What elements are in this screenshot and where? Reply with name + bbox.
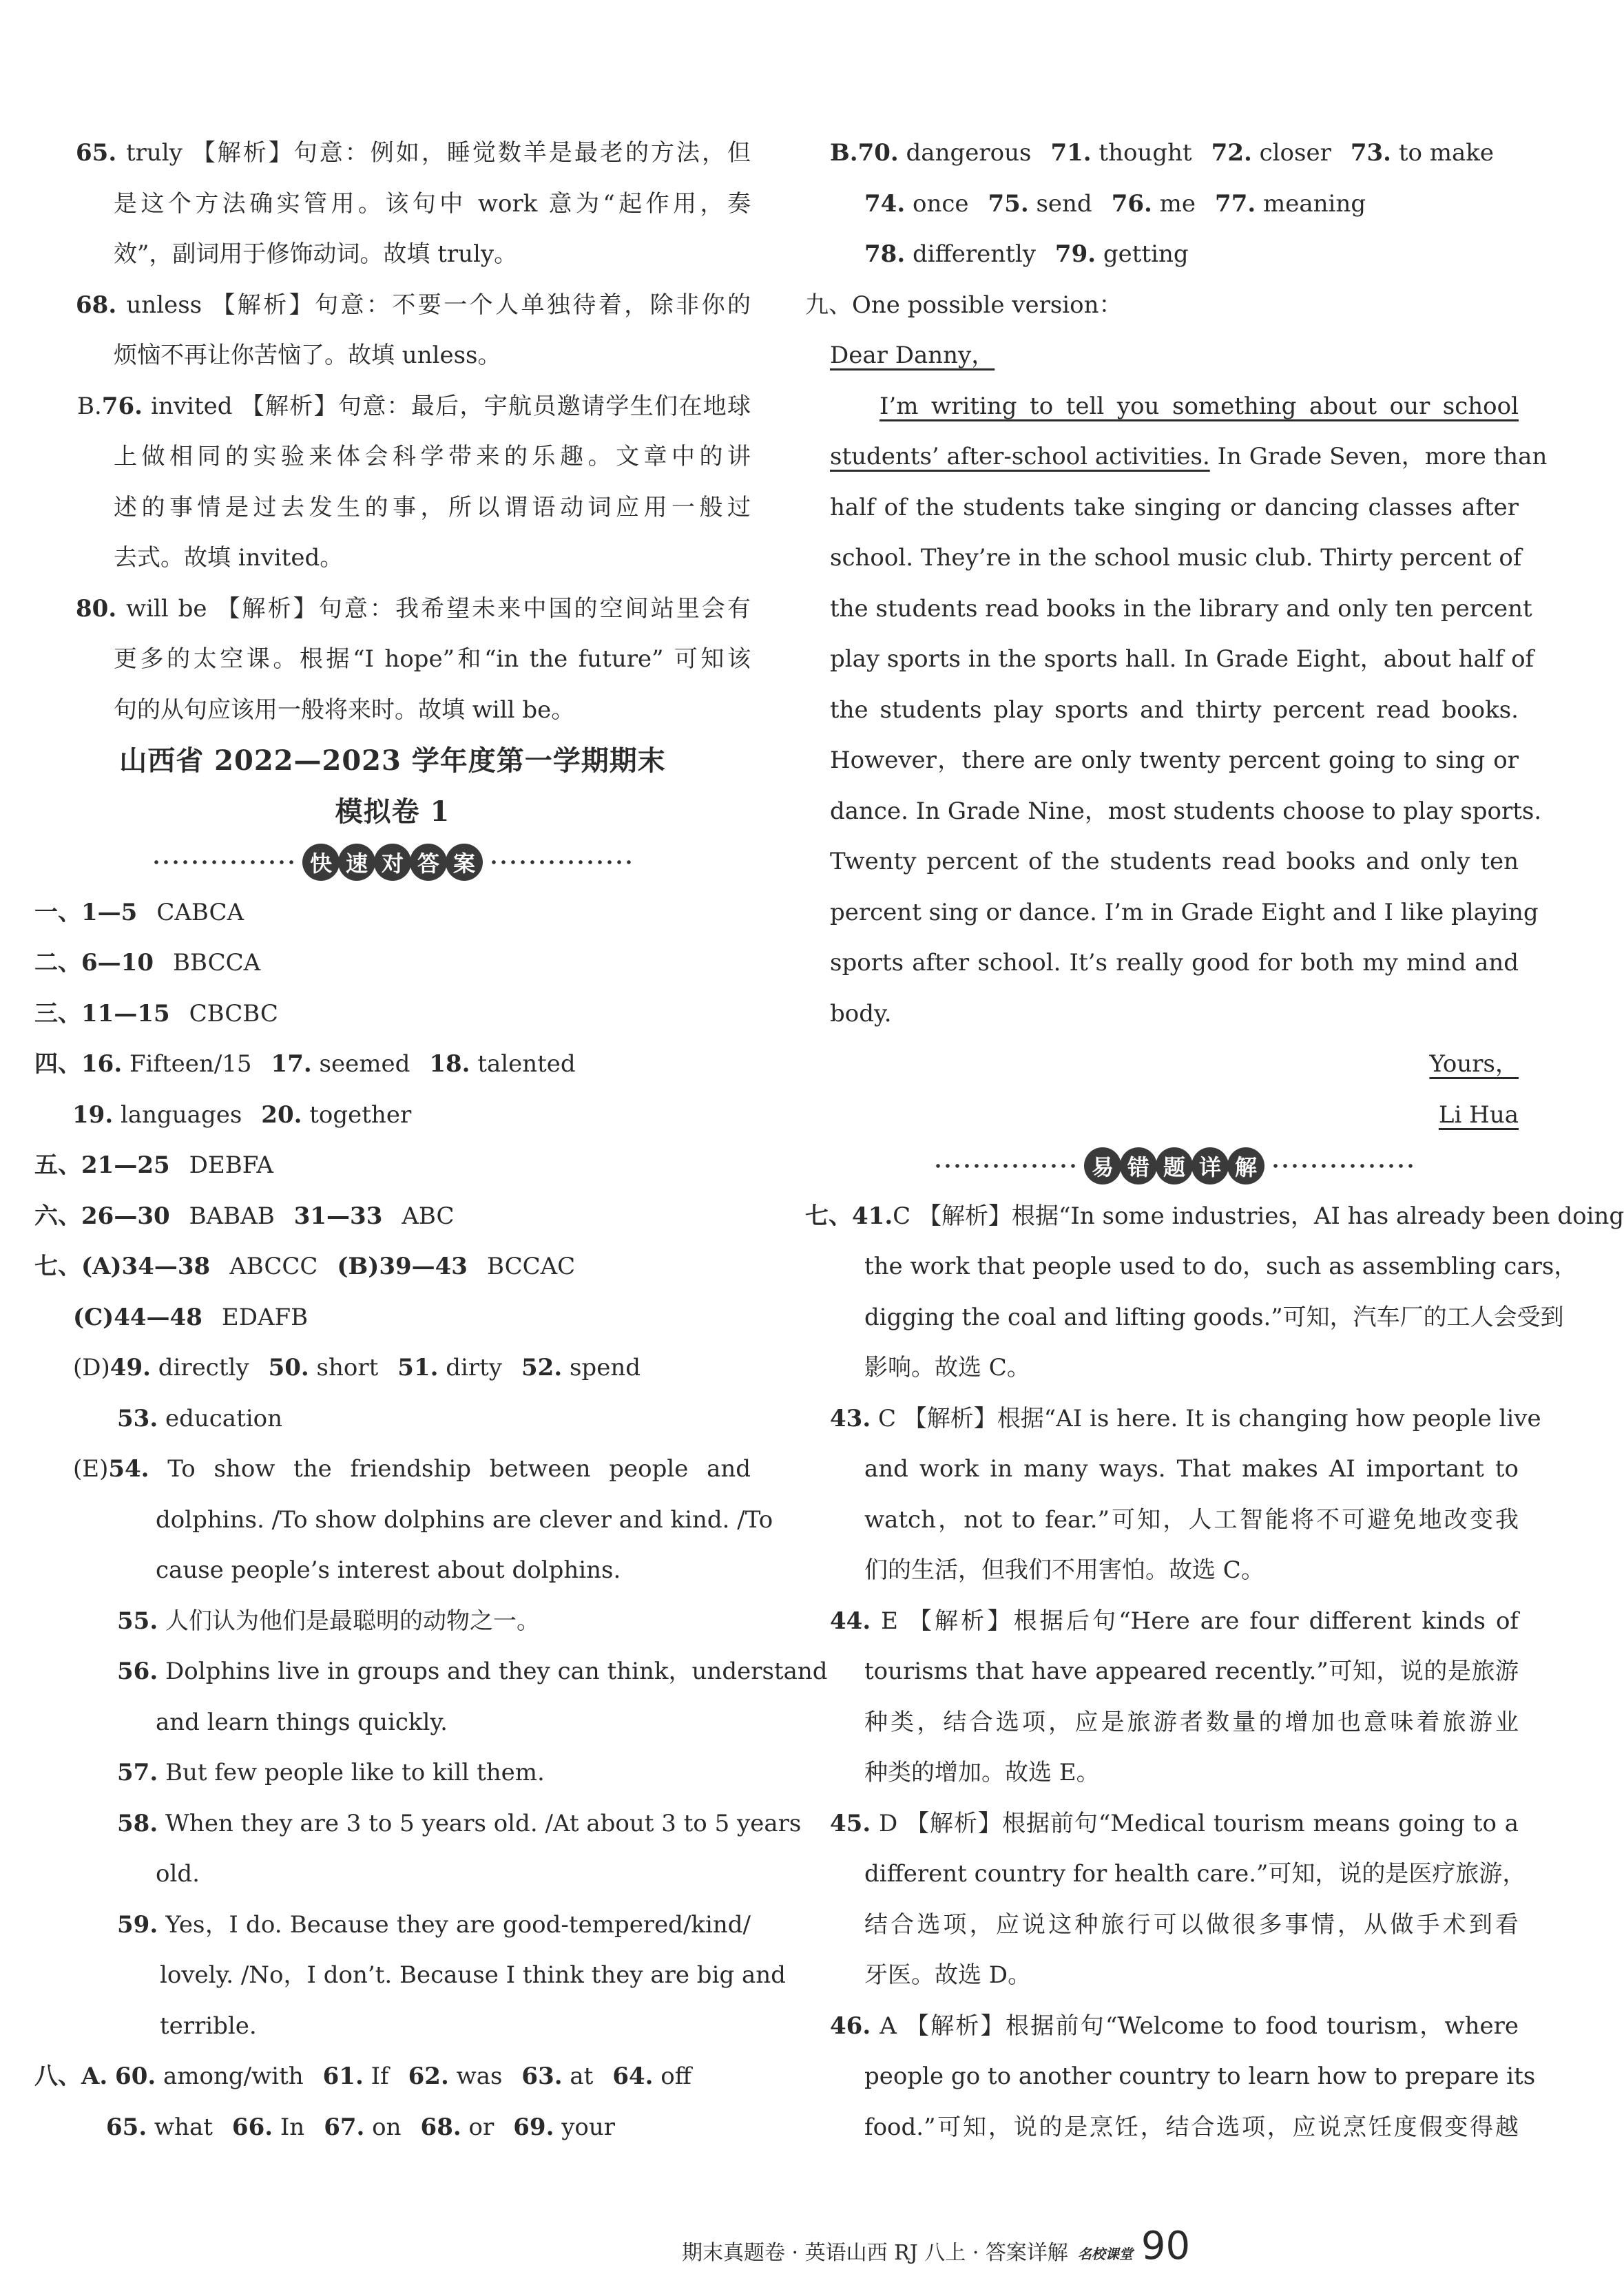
essay-line-8: However，there are only twenty percent going to sing or: [830, 747, 1519, 774]
answer-58-line2: old.: [156, 1860, 200, 1888]
banner-dots-right: [489, 860, 634, 864]
banner-dots-left: [933, 1164, 1078, 1168]
banner-char: 易: [1084, 1147, 1121, 1184]
answer-59-line3: terrible.: [160, 2012, 257, 2040]
answer-section-3: 三、11—15 CBCBC: [34, 999, 278, 1027]
banner-char: 错: [1120, 1147, 1157, 1184]
answer-65-line2: 是这个方法确实管用。该句中 work 意为“起作用，奏: [114, 189, 751, 218]
detail-43-line4: 们的生活，但我们不用害怕。故选 C。: [864, 1556, 1264, 1584]
detail-44-line4: 种类的增加。故选 E。: [864, 1759, 1100, 1786]
detail-41-line1: 七、41.C 【解析】根据“In some industries，AI has already been doing: [805, 1202, 1624, 1230]
answer-68-line2: 烦恼不再让你苦恼了。故填 unless。: [114, 342, 501, 369]
essay-line-4: school. They’re in the school music club. Thirty percent of: [830, 544, 1522, 572]
detail-41-line3: digging the coal and lifting goods.”可知，汽车厂的工人会受到: [864, 1303, 1564, 1331]
essay-line-9: dance. In Grade Nine，most students choose to play sports.: [830, 797, 1542, 825]
answer-80-line1: 80. will be 【解析】句意：我希望未来中国的空间站里会有: [76, 594, 751, 623]
banner-char: 对: [374, 844, 411, 881]
publisher-logo: 名校课堂: [1077, 2246, 1133, 2262]
answer-54-line2: dolphins. /To show dolphins are clever and kind. /To: [156, 1505, 773, 1534]
left-column: [34, 128, 828, 2153]
essay-line-12: sports after school. It’s really good for both my mind and: [830, 949, 1519, 977]
banner-char: 详: [1191, 1147, 1229, 1184]
answer-section-8-line1: 八、A. 60. among/with 61. If 62. was 63. at 64. off: [34, 2063, 691, 2090]
banner-dots-left: [152, 860, 296, 864]
answer-b76-line4: 去式。故填 invited。: [114, 544, 344, 572]
answer-section-7-c: (C)44—48 EDAFB: [73, 1303, 309, 1331]
section-title-line2: 模拟卷 1: [335, 795, 450, 828]
detail-45-line4: 牙医。故选 D。: [864, 1961, 1032, 1989]
banner-char: 题: [1156, 1147, 1193, 1184]
answer-80-line2: 更多的太空课。根据“I hope”和“in the future” 可知该: [114, 645, 751, 673]
answer-59-line2: lovely. /No，I don’t. Because I think they are big and: [160, 1961, 786, 1989]
essay-line-13: body.: [830, 999, 892, 1027]
essay-signature: Li Hua: [1438, 1100, 1519, 1129]
answer-section-2: 二、6—10 BBCCA: [34, 949, 261, 977]
answer-section-8b-line3: 78. differently 79. getting: [864, 240, 1189, 268]
detail-46-line2: people go to another country to learn how to prepare its: [864, 2063, 1536, 2090]
answer-section-8b-line2: 74. once 75. send 76. me 77. meaning: [864, 189, 1366, 218]
answer-55: 55. 人们认为他们是最聪明的动物之一。: [117, 1607, 540, 1635]
detail-43-line2: and work in many ways. That makes AI important to: [864, 1455, 1519, 1483]
detail-41-line4: 影响。故选 C。: [864, 1354, 1030, 1381]
answer-section-4-line1: 四、16. Fifteen/15 17. seemed 18. talented: [34, 1050, 576, 1078]
answer-56-line2: and learn things quickly.: [156, 1708, 448, 1736]
answer-section-8-line2: 65. what 66. In 67. on 68. or 69. your: [106, 2113, 616, 2141]
answer-54-line3: cause people’s interest about dolphins.: [156, 1556, 621, 1584]
essay-line-5: the students read books in the library and only ten percent: [830, 594, 1532, 623]
answer-57: 57. But few people like to kill them.: [117, 1759, 545, 1786]
answer-80-line3: 句的从句应该用一般将来时。故填 will be。: [114, 696, 575, 724]
error-analysis-banner: [830, 1140, 1519, 1191]
essay-line-7: the students play sports and thirty percent read books.: [830, 696, 1519, 724]
essay-line-6: play sports in the sports hall. In Grade Eight，about half of: [830, 645, 1534, 673]
answer-65-line1: 65. truly 【解析】句意：例如，睡觉数羊是最老的方法，但: [76, 139, 751, 167]
essay-salutation: Dear Danny，: [830, 342, 995, 369]
banner-pill: [303, 844, 482, 881]
answer-59-line1: 59. Yes，I do. Because they are good-tempered/kind/: [117, 1910, 751, 1939]
answer-section-6: 六、26—30 BABAB 31—33 ABC: [34, 1202, 455, 1230]
essay-line-10: Twenty percent of the students read books and only ten: [830, 848, 1519, 875]
answer-56-line1: 56. Dolphins live in groups and they can think，understand: [117, 1658, 828, 1685]
answer-section-7-d-line1: (D)49. directly 50. short 51. dirty 52. spend: [73, 1354, 641, 1381]
essay-line-1: I’m writing to tell you something about our school: [879, 392, 1519, 420]
detail-44-line2: tourisms that have appeared recently.”可知，说的是旅游: [864, 1658, 1519, 1685]
answer-b76-line1: B.76. invited 【解析】句意：最后，宇航员邀请学生们在地球: [77, 392, 751, 420]
detail-41-line2: the work that people used to do，such as assembling cars，: [864, 1253, 1578, 1280]
section-title-line1: 山西省 2022—2023 学年度第一学期期末: [119, 744, 666, 777]
detail-46-line3: food.”可知，说的是烹饪，结合选项，应说烹饪度假变得越: [864, 2113, 1519, 2141]
answer-section-1: 一、1—5 CABCA: [34, 898, 244, 926]
answer-section-7-d-line2: 53. education: [117, 1404, 282, 1432]
answer-68-line1: 68. unless 【解析】句意：不要一个人单独待着，除非你的: [76, 291, 751, 319]
essay-line-11: percent sing or dance. I’m in Grade Eight and I like playing: [830, 898, 1539, 926]
banner-char: 答: [410, 844, 447, 881]
essay-closing: Yours，: [1429, 1050, 1519, 1078]
answer-section-5: 五、21—25 DEBFA: [34, 1151, 273, 1179]
detail-45-line2: different country for health care.”可知，说的是医疗旅游，: [864, 1860, 1526, 1888]
banner-pill: [1085, 1147, 1264, 1184]
banner-dots-right: [1271, 1164, 1415, 1168]
detail-45-line1: 45. D 【解析】根据前句“Medical tourism means going to a: [830, 1809, 1519, 1837]
answer-b76-line3: 述的事情是过去发生的事，所以谓语动词应用一般过: [114, 493, 751, 521]
page-footer: [682, 2224, 1190, 2266]
right-column: [805, 128, 1624, 2153]
answer-section-8b-line1: B.70. dangerous 71. thought 72. closer 73. to make: [830, 139, 1495, 167]
footer-text: 期末真题卷 · 英语山西 RJ 八上 · 答案详解: [682, 2241, 1068, 2265]
banner-char: 案: [446, 844, 483, 881]
essay-label: 九、One possible version：: [805, 291, 1123, 319]
answer-section-4-line2: 19. languages 20. together: [72, 1100, 412, 1129]
banner-char: 解: [1227, 1147, 1264, 1184]
detail-46-line1: 46. A 【解析】根据前句“Welcome to food tourism，where: [830, 2012, 1519, 2040]
answer-65-line3: 效”，副词用于修饰动词。故填 truly。: [114, 240, 518, 268]
page-number: 90: [1141, 2224, 1191, 2268]
essay-line-3: half of the students take singing or dancing classes after: [830, 493, 1519, 521]
detail-43-line3: watch，not to fear.”可知，人工智能将不可避免地改变我: [864, 1505, 1519, 1534]
detail-43-line1: 43. C 【解析】根据“AI is here. It is changing how people live: [830, 1404, 1541, 1432]
answer-b76-line2: 上做相同的实验来体会科学带来的乐趣。文章中的讲: [114, 443, 751, 470]
detail-45-line3: 结合选项，应说这种旅行可以做很多事情，从做手术到看: [864, 1910, 1519, 1939]
answer-58-line1: 58. When they are 3 to 5 years old. /At about 3 to 5 years: [117, 1809, 802, 1837]
essay-line-2: students’ after-school activities. In Grade Seven，more than: [830, 443, 1548, 470]
quick-answers-banner: [34, 837, 751, 888]
detail-44-line3: 种类，结合选项，应是旅游者数量的增加也意味着旅游业: [864, 1708, 1519, 1736]
answer-section-7-ab: 七、(A)34—38 ABCCC (B)39—43 BCCAC: [34, 1253, 576, 1280]
answer-54-line1: (E)54. To show the friendship between people and: [73, 1455, 751, 1483]
banner-char: 快: [302, 844, 340, 881]
banner-char: 速: [338, 844, 375, 881]
detail-44-line1: 44. E 【解析】根据后句“Here are four different kinds of: [830, 1607, 1519, 1635]
